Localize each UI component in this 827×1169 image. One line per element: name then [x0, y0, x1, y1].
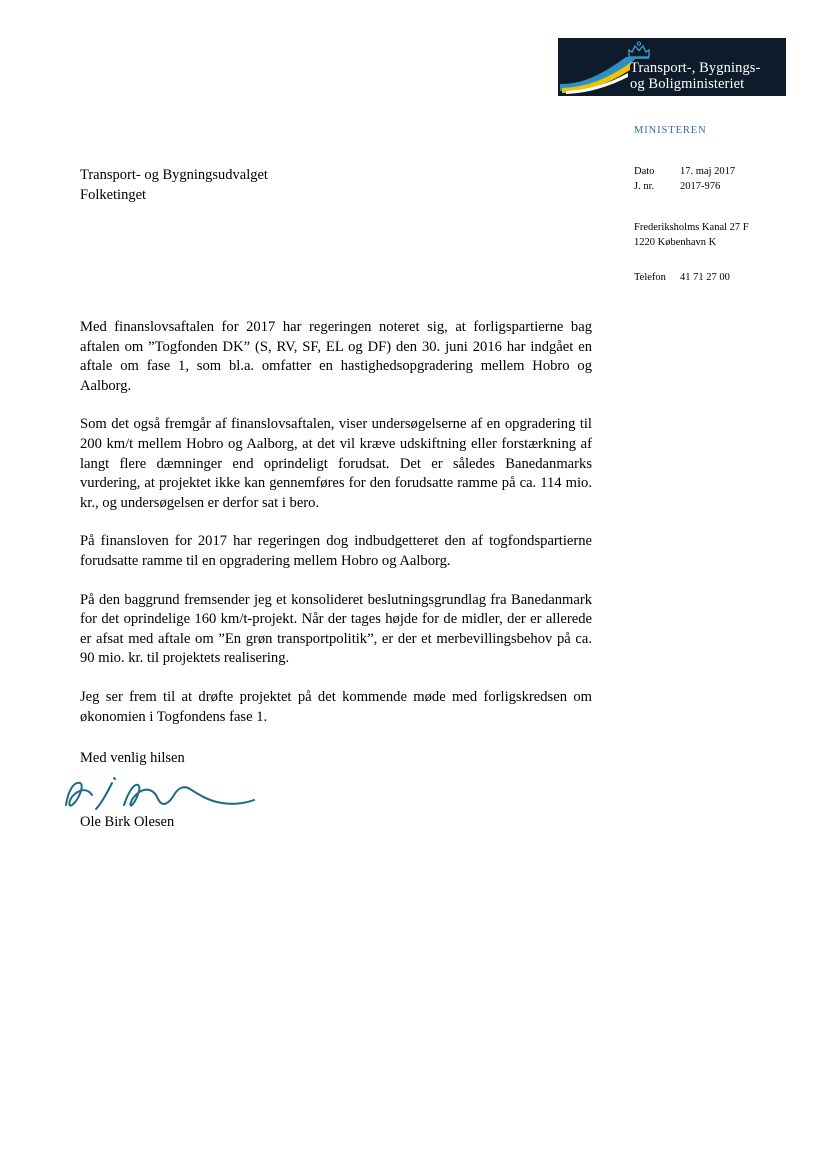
meta-phone-label: Telefon	[634, 272, 666, 283]
addressee-line1: Transport- og Bygningsudvalget	[80, 167, 268, 183]
meta-date-label: Dato	[634, 166, 655, 177]
ministry-logo	[558, 38, 786, 96]
closing-salutation: Med venlig hilsen	[80, 750, 185, 766]
meta-journal-value: 2017-976	[680, 181, 721, 192]
body-paragraph-5: Jeg ser frem til at drøfte projektet på det kommende møde med forligskredsen om økonomien i Togfondens fase 1.	[80, 688, 592, 725]
signer-name: Ole Birk Olesen	[80, 814, 175, 830]
body-paragraph-2: Som det også fremgår af finanslovsaftalen, viser undersøgelserne af en opgradering til 200 km/t mellem Hobro og Aalborg, at det vil kræve udskiftning eller forstærkning af langt flere dæmninger end oprindeligt forudsat. Det er således Banedanmarks vurdering, at projektet ikke kan gennemføres for den forudsatte ramme på ca. 114 mio. kr., og undersøgelsen er derfor sat i bero.	[80, 416, 592, 511]
ministry-logo-line1: Transport-, Bygnings-	[630, 60, 761, 76]
meta-journal-label: J. nr.	[634, 181, 655, 192]
addressee-line2: Folketinget	[80, 187, 147, 203]
meta-address	[634, 220, 809, 250]
meta-row-date	[634, 164, 809, 179]
letter-metadata	[634, 125, 809, 285]
body-paragraph-4: På den baggrund fremsender jeg et konsolideret beslutningsgrundlag fra Banedanmark for det oprindelige 160 km/t-projekt. Når der tages højde for de midler, der er allerede er afsat med aftale om ”En grøn transportpolitik”, er der et merbevillingsbehov på ca. 90 mio. kr. til projektets realisering.	[80, 591, 592, 667]
ministry-logo-text	[630, 60, 784, 92]
meta-heading: MINISTEREN	[634, 125, 707, 136]
meta-row-journal	[634, 179, 809, 194]
meta-row-phone	[634, 270, 809, 285]
body-paragraph-3: På finansloven for 2017 har regeringen dog indbudgetteret den af togfondspartierne forudsatte ramme til en opgradering mellem Hobro og Aalborg.	[80, 533, 592, 569]
addressee-block	[80, 165, 440, 205]
meta-date-value: 17. maj 2017	[680, 166, 736, 177]
body-paragraph-1: Med finanslovsaftalen for 2017 har regeringen noteret sig, at forligspartierne bag aftalen om ”Togfonden DK” (S, RV, SF, EL og DF) den 30. juni 2016 har indgået en aftale om fase 1, som bl.a. omfatter en hastighedsopgradering mellem Hobro og Aalborg.	[80, 319, 592, 394]
meta-address-line2: 1220 København K	[634, 237, 717, 248]
meta-address-line1: Frederiksholms Kanal 27 F	[634, 222, 749, 233]
letter-body	[80, 318, 592, 727]
meta-phone-value: 41 71 27 00	[680, 272, 730, 283]
ministry-logo-line2: og Boligministeriet	[630, 76, 745, 92]
